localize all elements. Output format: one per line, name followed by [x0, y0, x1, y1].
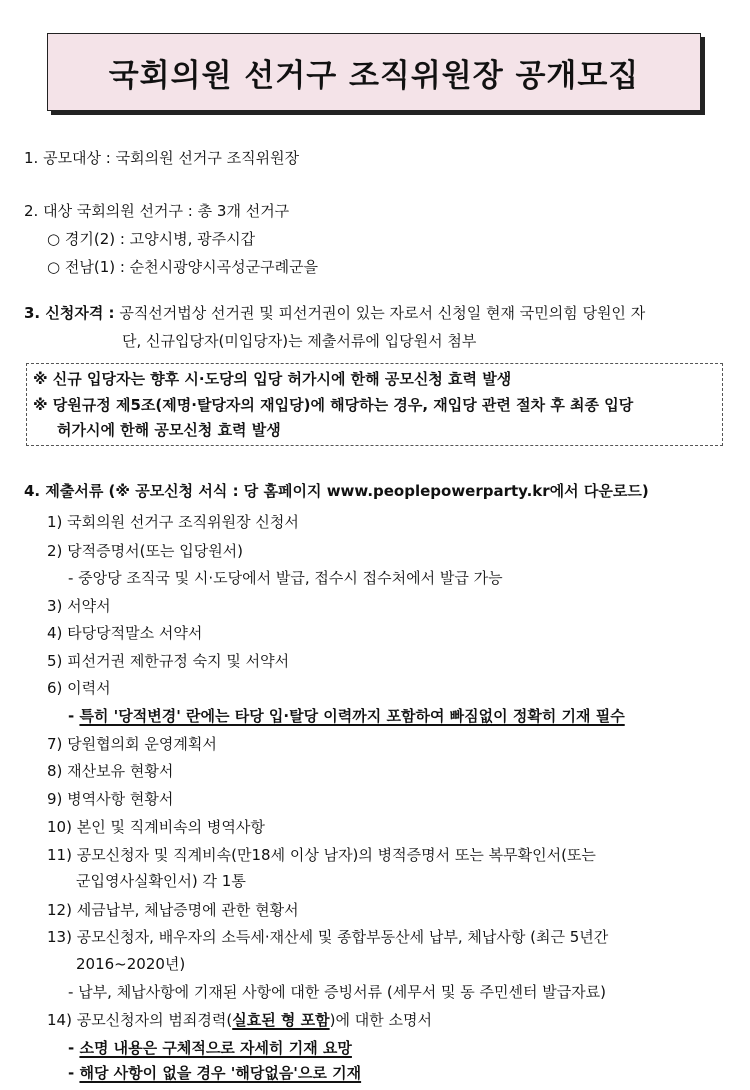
page-title: 국회의원 선거구 조직위원장 공개모집 [108, 57, 640, 94]
document-item: 12) 세금납부, 체납증명에 관한 현황서 [47, 901, 299, 919]
note-dash: - [68, 707, 80, 725]
section-2-label: 2. 대상 국회의원 선거구 : [24, 202, 193, 220]
notice-line: ※ 신규 입당자는 향후 시·도당의 입당 허가시에 한해 공모신청 효력 발생 [33, 370, 512, 388]
document-note-emphasis [68, 1063, 361, 1083]
document-item: 9) 병역사항 현황서 [47, 790, 174, 808]
section-2 [24, 201, 289, 221]
section-3 [24, 303, 645, 323]
document-note: - 납부, 체납사항에 기재된 사항에 대한 증빙서류 (세무서 및 동 주민센터 발급자료) [68, 983, 607, 1001]
district-item: ○ 전남(1) : 순천시광양시곡성군구례군을 [47, 258, 319, 276]
emphasis-text: 해당 사항이 없을 경우 '해당없음'으로 기재 [79, 1064, 362, 1082]
item-text: )에 대한 소명서 [329, 1011, 432, 1029]
emphasis-text: 특히 '당적변경' 란에는 타당 입·탈당 이력까지 포함하여 빠짐없이 정확히 기재 필수 [79, 707, 625, 725]
note-dash: - [68, 1064, 80, 1082]
item-text: 14) 공모신청자의 범죄경력( [47, 1011, 233, 1029]
section-3-label: 3. 신청자격 : [24, 304, 115, 322]
emphasis-text: 실효된 형 포함 [232, 1011, 330, 1029]
section-1-value: 국회의원 선거구 조직위원장 [115, 149, 300, 167]
document-item: 10) 본인 및 직계비속의 병역사항 [47, 818, 265, 836]
document-item: 5) 피선거권 제한규정 숙지 및 서약서 [47, 652, 290, 670]
section-3-line2: 단, 신규입당자(미입당자)는 제출서류에 입당원서 첨부 [122, 332, 477, 350]
section-1 [24, 148, 299, 168]
document-item: 3) 서약서 [47, 597, 111, 615]
notice-line: 허가시에 한해 공모신청 효력 발생 [57, 421, 281, 439]
emphasis-text: 소명 내용은 구체적으로 자세히 기재 요망 [79, 1039, 352, 1057]
section-1-label: 1. 공모대상 : [24, 149, 111, 167]
document-note-emphasis [68, 706, 625, 726]
section-2-value: 총 3개 선거구 [197, 202, 290, 220]
document-item-cont: 군입영사실확인서) 각 1통 [76, 872, 246, 890]
title-box [47, 33, 701, 111]
document-item: 8) 재산보유 현황서 [47, 762, 174, 780]
document-item-cont: 2016~2020년) [76, 955, 186, 973]
document-item: 4) 타당당적말소 서약서 [47, 624, 203, 642]
section-3-line1: 공직선거법상 선거권 및 피선거권이 있는 자로서 신청일 현재 국민의힘 당원인 자 [119, 304, 646, 322]
document-item: 2) 당적증명서(또는 입당원서) [47, 542, 244, 560]
section-4-label: 4. 제출서류 (※ 공모신청 서식 : 당 홈페이지 www.peoplepowerparty.kr에서 다운로드) [24, 482, 649, 500]
district-item: ○ 경기(2) : 고양시병, 광주시갑 [47, 230, 256, 248]
document-item [47, 1010, 432, 1030]
notice-line: ※ 당원규정 제5조(제명·탈당자의 재입당)에 해당하는 경우, 재입당 관련 절차 후 최종 입당 [33, 396, 634, 414]
document-item: 1) 국회의원 선거구 조직위원장 신청서 [47, 513, 299, 531]
note-dash: - [68, 1039, 80, 1057]
document-note: - 중앙당 조직국 및 시·도당에서 발급, 접수시 접수처에서 발급 가능 [68, 569, 503, 587]
document-item: 13) 공모신청자, 배우자의 소득세·재산세 및 종합부동산세 납부, 체납사항 (최근 5년간 [47, 928, 609, 946]
document-item: 7) 당원협의회 운영계획서 [47, 735, 217, 753]
document-item: 11) 공모신청자 및 직계비속(만18세 이상 남자)의 병적증명서 또는 복무확인서(또는 [47, 846, 596, 864]
notice-box [26, 363, 723, 446]
document-note-emphasis [68, 1038, 352, 1058]
document-item: 6) 이력서 [47, 679, 111, 697]
